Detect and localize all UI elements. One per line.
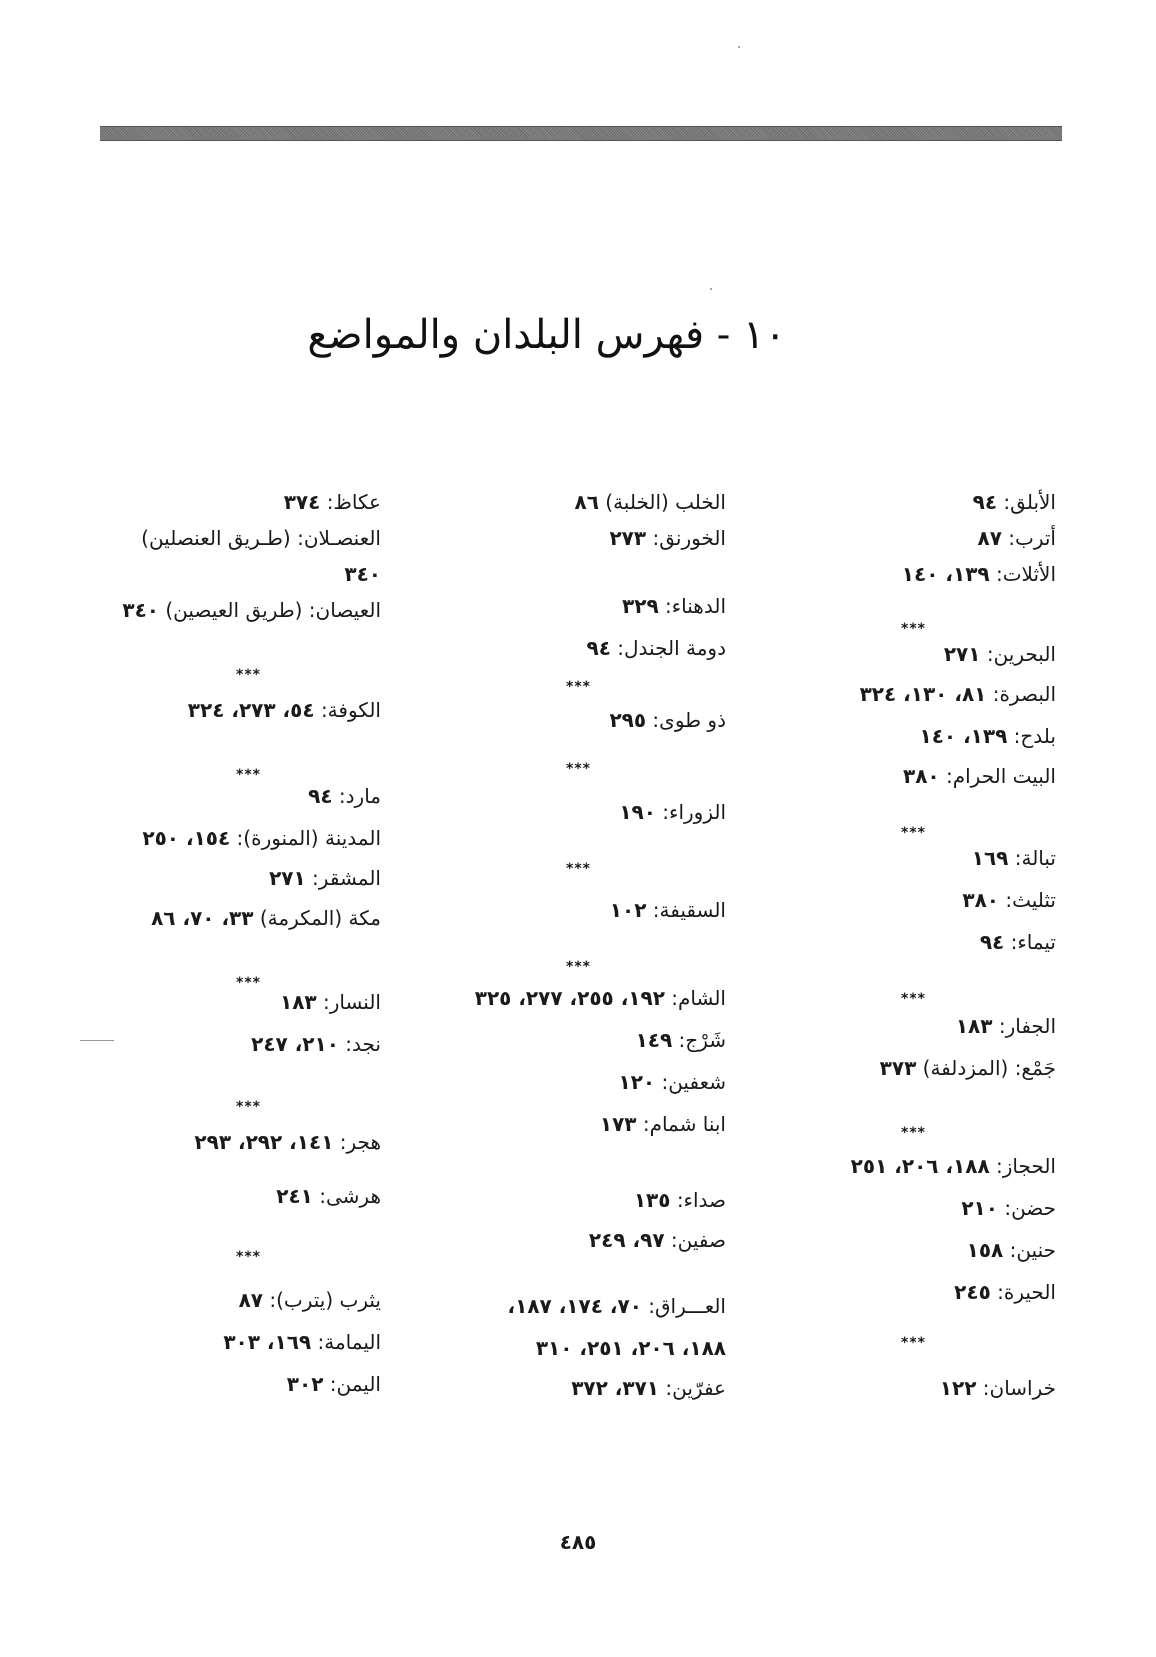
index-entry: الجفار: ١٨٣ bbox=[955, 1014, 1056, 1038]
index-entry: البحرين: ٢٧١ bbox=[943, 642, 1056, 666]
index-entry: دومة الجندل: ٩٤ bbox=[586, 636, 726, 660]
index-entry: حضن: ٢١٠ bbox=[961, 1196, 1056, 1220]
index-entry: تثليث: ٣٨٠ bbox=[962, 888, 1056, 912]
index-entry: الشام: ١٩٢، ٢٥٥، ٢٧٧، ٣٢٥ bbox=[474, 986, 726, 1010]
section-separator: *** bbox=[901, 621, 926, 637]
index-entry: هجر: ١٤١، ٢٩٢، ٢٩٣ bbox=[194, 1130, 381, 1154]
index-entry: ١٨٨، ٢٠٦، ٢٥١، ٣١٠ bbox=[535, 1336, 726, 1360]
index-entry: شعفين: ١٢٠ bbox=[618, 1070, 726, 1094]
section-separator: *** bbox=[236, 975, 261, 991]
index-entry: الزوراء: ١٩٠ bbox=[619, 800, 726, 824]
index-entry: عفرّين: ٣٧١، ٣٧٢ bbox=[571, 1376, 726, 1400]
index-entry: ذو طوى: ٢٩٥ bbox=[609, 708, 726, 732]
index-entry: العـــراق: ٧٠، ١٧٤، ١٨٧، bbox=[507, 1294, 726, 1318]
index-entry: الخورنق: ٢٧٣ bbox=[609, 526, 726, 550]
index-entry: المشقر: ٢٧١ bbox=[269, 866, 381, 890]
index-entry: البصرة: ٨١، ١٣٠، ٣٢٤ bbox=[859, 682, 1056, 706]
index-entry: تبالة: ١٦٩ bbox=[971, 846, 1056, 870]
index-entry: البيت الحرام: ٣٨٠ bbox=[903, 764, 1056, 788]
index-entry: أترب: ٨٧ bbox=[977, 526, 1056, 550]
index-entry: خراسان: ١٢٢ bbox=[939, 1376, 1056, 1400]
section-separator: *** bbox=[566, 761, 591, 777]
index-entry: عكاظ: ٣٧٤ bbox=[283, 490, 381, 514]
index-entry: الأبلق: ٩٤ bbox=[972, 490, 1056, 514]
index-entry: النسار: ١٨٣ bbox=[279, 990, 381, 1014]
section-separator: *** bbox=[566, 679, 591, 695]
index-entry: اليمامة: ١٦٩، ٣٠٣ bbox=[223, 1330, 381, 1354]
header-rule bbox=[100, 126, 1062, 141]
index-entry: الخلب (الخلبة) ٨٦ bbox=[574, 490, 726, 514]
scan-speck bbox=[710, 288, 712, 290]
index-entry: هرشى: ٢٤١ bbox=[276, 1184, 381, 1208]
section-separator: *** bbox=[236, 1249, 261, 1265]
section-separator: *** bbox=[566, 959, 591, 975]
index-entry: العنصـلان: (طـريق العنصلين) bbox=[141, 526, 381, 550]
index-entry: حنين: ١٥٨ bbox=[966, 1238, 1056, 1262]
page-number: ٤٨٥ bbox=[559, 1530, 597, 1554]
index-entry: الكوفة: ٥٤، ٢٧٣، ٣٢٤ bbox=[187, 698, 381, 722]
section-separator: *** bbox=[236, 667, 261, 683]
page-title: ١٠ - فهرس البلدان والمواضع bbox=[307, 312, 786, 358]
index-entry: يثرب (يترب): ٨٧ bbox=[238, 1288, 381, 1312]
index-entry: الأثلات: ١٣٩، ١٤٠ bbox=[901, 562, 1056, 586]
section-separator: *** bbox=[901, 1125, 926, 1141]
index-entry: بلدح: ١٣٩، ١٤٠ bbox=[919, 724, 1056, 748]
index-entry: نجد: ٢١٠، ٢٤٧ bbox=[251, 1032, 381, 1056]
index-entry: ٣٤٠ bbox=[344, 562, 381, 586]
margin-mark bbox=[80, 1040, 114, 1041]
section-separator: *** bbox=[901, 991, 926, 1007]
index-entry: تيماء: ٩٤ bbox=[979, 930, 1056, 954]
section-separator: *** bbox=[901, 825, 926, 841]
index-entry: صفين: ٩٧، ٢٤٩ bbox=[588, 1228, 726, 1252]
section-separator: *** bbox=[236, 1099, 261, 1115]
index-entry: اليمن: ٣٠٢ bbox=[286, 1372, 381, 1396]
index-entry: الحجاز: ١٨٨، ٢٠٦، ٢٥١ bbox=[850, 1154, 1056, 1178]
index-entry: السقيفة: ١٠٢ bbox=[609, 898, 726, 922]
index-entry: العيصان: (طريق العيصين) ٣٤٠ bbox=[122, 598, 381, 622]
index-entry: ابنا شمام: ١٧٣ bbox=[599, 1112, 726, 1136]
index-entry: الحيرة: ٢٤٥ bbox=[954, 1280, 1056, 1304]
scan-speck bbox=[738, 46, 740, 48]
index-entry: مارد: ٩٤ bbox=[308, 784, 381, 808]
section-separator: *** bbox=[566, 861, 591, 877]
section-separator: *** bbox=[236, 767, 261, 783]
index-entry: صداء: ١٣٥ bbox=[633, 1188, 726, 1212]
index-entry: جَمْع: (المزدلفة) ٣٧٣ bbox=[879, 1056, 1056, 1080]
index-entry: الدهناء: ٣٢٩ bbox=[622, 594, 726, 618]
section-separator: *** bbox=[901, 1335, 926, 1351]
index-entry: المدينة (المنورة): ١٥٤، ٢٥٠ bbox=[142, 826, 381, 850]
index-entry: شَرْج: ١٤٩ bbox=[635, 1028, 726, 1052]
index-entry: مكة (المكرمة) ٣٣، ٧٠، ٨٦ bbox=[151, 906, 381, 930]
